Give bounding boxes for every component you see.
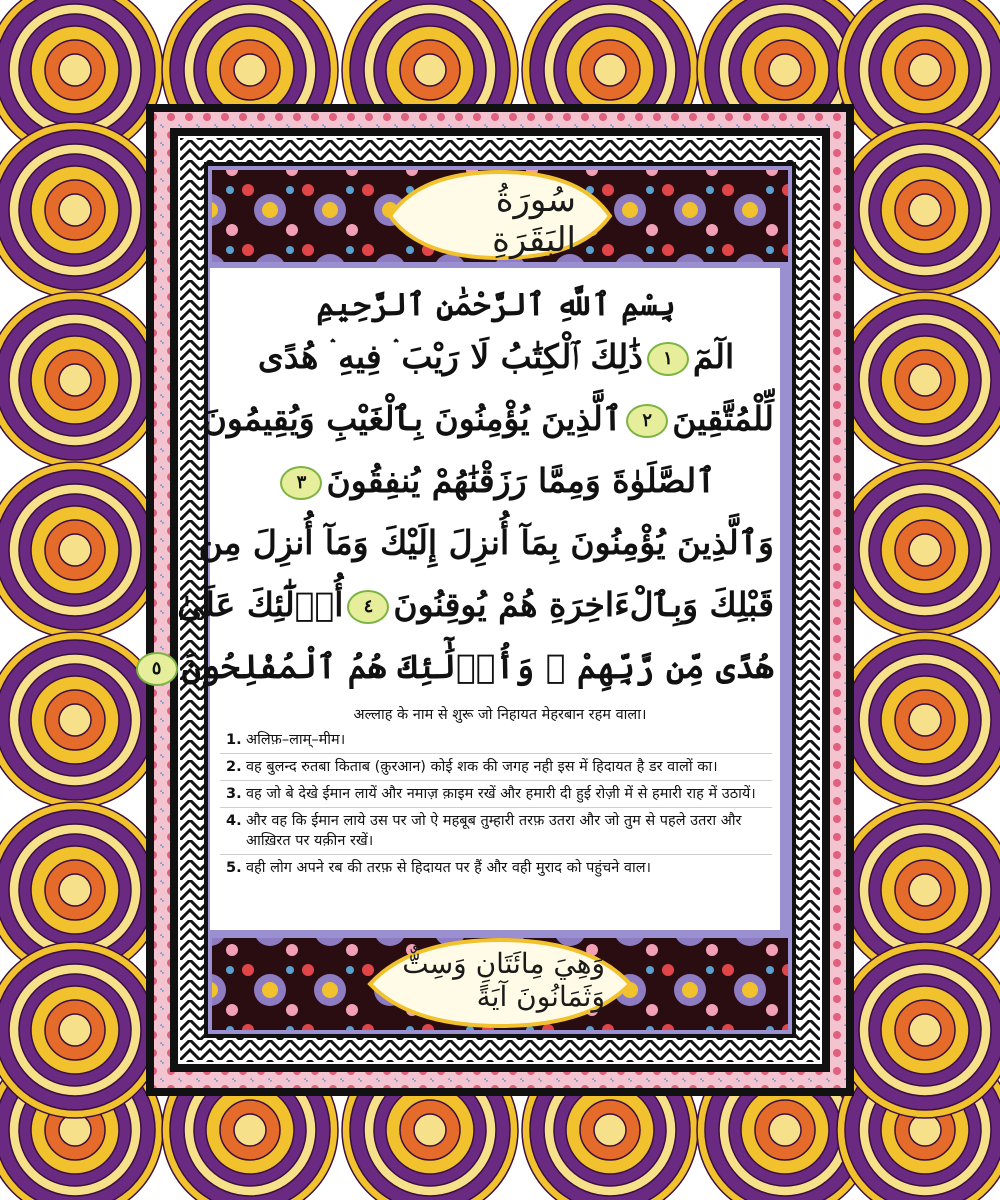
- medallion-ring: [234, 54, 266, 86]
- verse-number-marker: ٢: [626, 404, 668, 438]
- basmala-line: [218, 278, 774, 326]
- verse-number: 1.: [226, 732, 242, 748]
- verse-line: [177, 574, 774, 636]
- translation-heading: अल्लाह के नाम से शुरू जो निहायत मेहरबान रहम वाला।: [353, 707, 647, 723]
- medallion-ring: [909, 704, 941, 736]
- verse-line: [218, 450, 774, 512]
- arabic-text: ٱلَّذِينَ يُؤْمِنُونَ بِٱلْغَيْبِ وَيُقِيمُونَ: [202, 399, 623, 438]
- verse-count-heading: وَهِيَ مِائَتَانِ وَسِتٌّ وَثَمَانُونَ آيَةً: [402, 947, 605, 1013]
- verse-number: 2.: [226, 759, 242, 775]
- medallion-ring: [909, 874, 941, 906]
- medallion-ring: [59, 364, 91, 396]
- arabic-text: ٱلصَّلَوٰةَ وَمِمَّا رَزَقْنَٰهُمْ يُنفِقُونَ: [326, 461, 716, 500]
- medallion-ring: [769, 54, 801, 86]
- medallion-ring: [909, 54, 941, 86]
- arabic-text: ذَٰلِكَ ٱلْكِتَٰبُ لَا رَيْبَ ۛ فِيهِ ۛ هُدًى: [257, 337, 643, 376]
- verse-number: 5.: [226, 860, 242, 876]
- medallion-ring: [909, 534, 941, 566]
- arabic-verses: [151, 278, 774, 698]
- medallion-ring: [594, 54, 626, 86]
- verse-number-marker: ٥: [136, 652, 178, 686]
- medallion-ring: [909, 1014, 941, 1046]
- translation-item: [220, 858, 772, 881]
- medallion-ring: [59, 874, 91, 906]
- verse-line: [202, 388, 774, 450]
- verse-number: 4.: [226, 813, 242, 829]
- surah-title: سُورَةُ البَقَرَةِ: [492, 180, 576, 260]
- arabic-text: قَبْلِكَ وَبِٱلْءَاخِرَةِ هُمْ يُوقِنُونَ: [393, 585, 774, 624]
- verse-line: [218, 326, 774, 388]
- arabic-text: وَٱلَّذِينَ يُؤْمِنُونَ بِمَآ أُنزِلَ إِلَيْكَ وَمَآ أُنزِلَ مِن: [198, 523, 774, 562]
- translation-item: [220, 730, 772, 754]
- medallion-ring: [59, 1114, 91, 1146]
- medallion-ring: [59, 194, 91, 226]
- arabic-text: أُو۟لَٰٓئِكَ عَلَىٰ: [177, 585, 344, 624]
- verse-line: [198, 512, 774, 574]
- medallion-ring: [594, 1114, 626, 1146]
- translation-text: वह बुलन्द रुतबा किताब (क़ुरआन) कोई शक की जगह नही इस में हिदायत है डर वालों का।: [246, 759, 718, 775]
- medallion-ring: [234, 1114, 266, 1146]
- medallion-ring: [59, 1014, 91, 1046]
- translation-text: वह जो बे देखे ईमान लायें और नमाज़ क़ाइम रखें और हमारी दी हुई रोज़ी में से हमारी राह में उठायें।: [246, 786, 756, 802]
- verse-number: 3.: [226, 786, 242, 802]
- verse-number-marker: ٤: [347, 590, 389, 624]
- verse-number-marker: ١: [647, 342, 689, 376]
- arabic-text: هُدًى مِّن رَّبِّهِمْ ۖ وَأُو۟لَٰٓئِكَ هُمُ ٱلْمُفْلِحُونَ: [181, 647, 774, 686]
- translation-item: [220, 811, 772, 855]
- arabic-text: لِّلْمُتَّقِينَ: [672, 399, 774, 438]
- medallion-ring: [769, 1114, 801, 1146]
- medallion-ring: [59, 534, 91, 566]
- arabic-text: الٓمٓ: [692, 337, 735, 376]
- translation-item: [220, 757, 772, 781]
- translation-text: वही लोग अपने रब की तरफ़ से हिदायत पर हैं और वही मुराद को पहुंचने वाल।: [246, 860, 652, 876]
- medallion-ring: [414, 54, 446, 86]
- translation-text: और वह कि ईमान लाये उस पर जो ऐ महबूब तुम्हारी तरफ़ उतरा और जो तुम से पहले उतरा और आख़िरत पर यक़ीन रखें।: [246, 813, 742, 849]
- translation-list: [220, 730, 772, 884]
- medallion-ring: [59, 54, 91, 86]
- medallion-ring: [59, 704, 91, 736]
- translation-item: [220, 784, 772, 808]
- medallion-ring: [414, 1114, 446, 1146]
- medallion-ring: [909, 194, 941, 226]
- verse-line: [151, 636, 774, 698]
- medallion-ring: [909, 364, 941, 396]
- verse-number-marker: ٣: [280, 466, 322, 500]
- medallion-ring: [909, 1114, 941, 1146]
- arabic-text: بِسْمِ ٱللَّهِ ٱلرَّحْمَٰنِ ٱلرَّحِيمِ: [316, 287, 676, 323]
- translation-text: अलिफ़–लाम्–मीम।: [246, 732, 346, 748]
